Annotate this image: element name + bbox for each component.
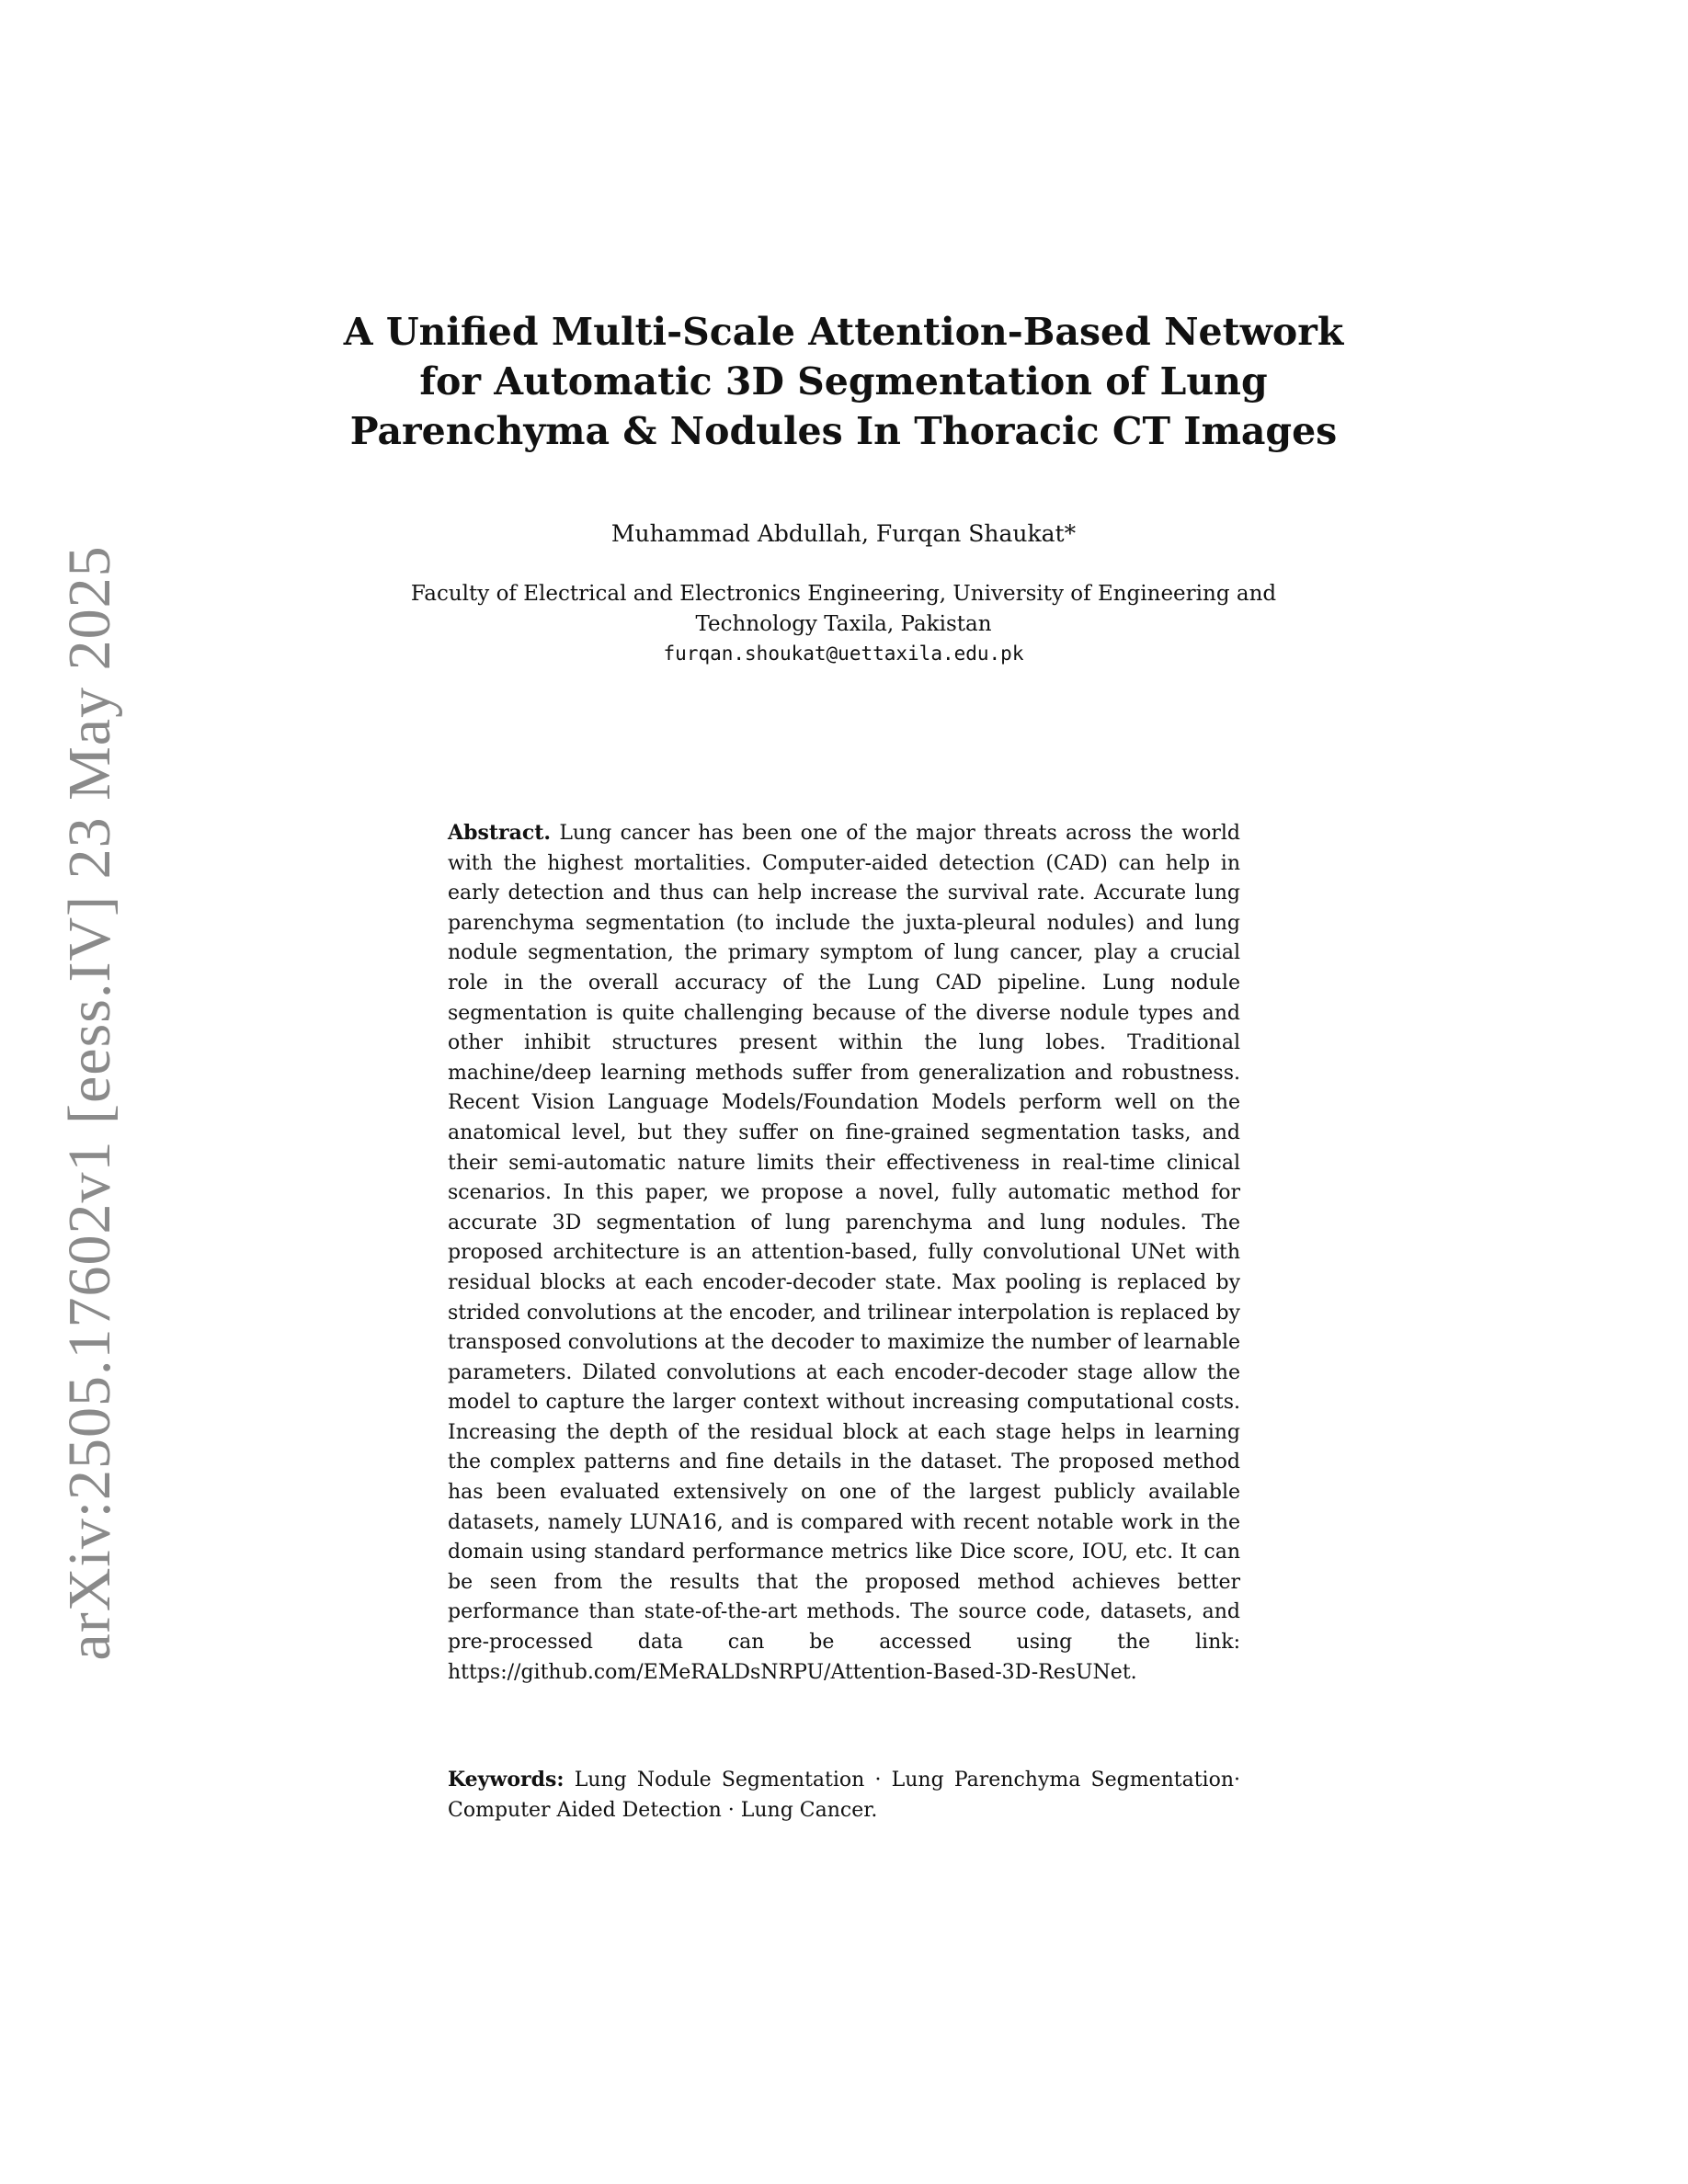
arxiv-identifier: arXiv:2505.17602v1 [eess.IV] 23 May 2025	[56, 545, 123, 1661]
keywords	[448, 1765, 1240, 1826]
keywords-text: Lung Nodule Segmentation · Lung Parenchyma Segmentation· Computer Aided Detection · Lung Cancer.	[448, 1769, 1240, 1822]
title-line: Parenchyma & Nodules In Thoracic CT Images	[349, 409, 1338, 453]
abstract-label: Abstract.	[448, 821, 552, 845]
keywords-label: Keywords:	[448, 1768, 565, 1792]
author-email: furqan.shoukat@uettaxila.edu.pk	[663, 643, 1024, 665]
title-line: A Unified Multi-Scale Attention-Based Network	[343, 310, 1344, 354]
affiliation-line: Faculty of Electrical and Electronics Engineering, University of Engineering and	[410, 582, 1277, 606]
affiliation-line: Technology Taxila, Pakistan	[695, 612, 992, 636]
affiliation	[303, 579, 1384, 640]
title-line: for Automatic 3D Segmentation of Lung	[419, 359, 1268, 404]
abstract-text: Lung cancer has been one of the major threats across the world with the highest mortalities. Computer-aided detection (CAD) can help in early detection and thus can help increase the survival rate. Accurate lung parenchyma segmentation (to include the juxta-pleural nodules) and lung nodule segmentation, the primary symptom of lung cancer, play a crucial role in the overall accuracy of the Lung CAD pipeline. Lung nodule segmentation is quite challenging because of the diverse nodule types and other inhibit structures present within the lung lobes. Traditional machine/deep learning methods suffer from generalization and robustness. Recent Vision Language Models/Foundation Models perform well on the anatomical level, but they suffer on fine-grained segmentation tasks, and their semi-automatic nature limits their effectiveness in real-time clinical scenarios. In this paper, we propose a novel, fully automatic method for accurate 3D segmentation of lung parenchyma and lung nodules. The proposed architecture is an attention-based, fully convolutional UNet with residual blocks at each encoder-decoder state. Max pooling is replaced by strided convolutions at the encoder, and trilinear interpolation is replaced by transposed convolutions at the decoder to maximize the number of learnable parameters. Dilated convolutions at each encoder-decoder stage allow the model to capture the larger context without increasing computational costs. Increasing the depth of the residual block at each stage helps in learning the complex patterns and fine details in the dataset. The proposed method has been evaluated extensively on one of the largest publicly available datasets, namely LUNA16, and is compared with recent notable work in the domain using standard performance metrics like Dice score, IOU, etc. It can be seen from the results that the proposed method achieves better performance than state-of-the-art methods. The source code, datasets, and pre-processed data can be accessed using the link: https://github.com/EMeRALDsNRPU/Attention-Based-3D-ResUNet.	[448, 822, 1241, 1684]
abstract	[448, 818, 1240, 1688]
paper-title	[303, 307, 1384, 456]
author-list: Muhammad Abdullah, Furqan Shaukat*	[610, 520, 1077, 547]
